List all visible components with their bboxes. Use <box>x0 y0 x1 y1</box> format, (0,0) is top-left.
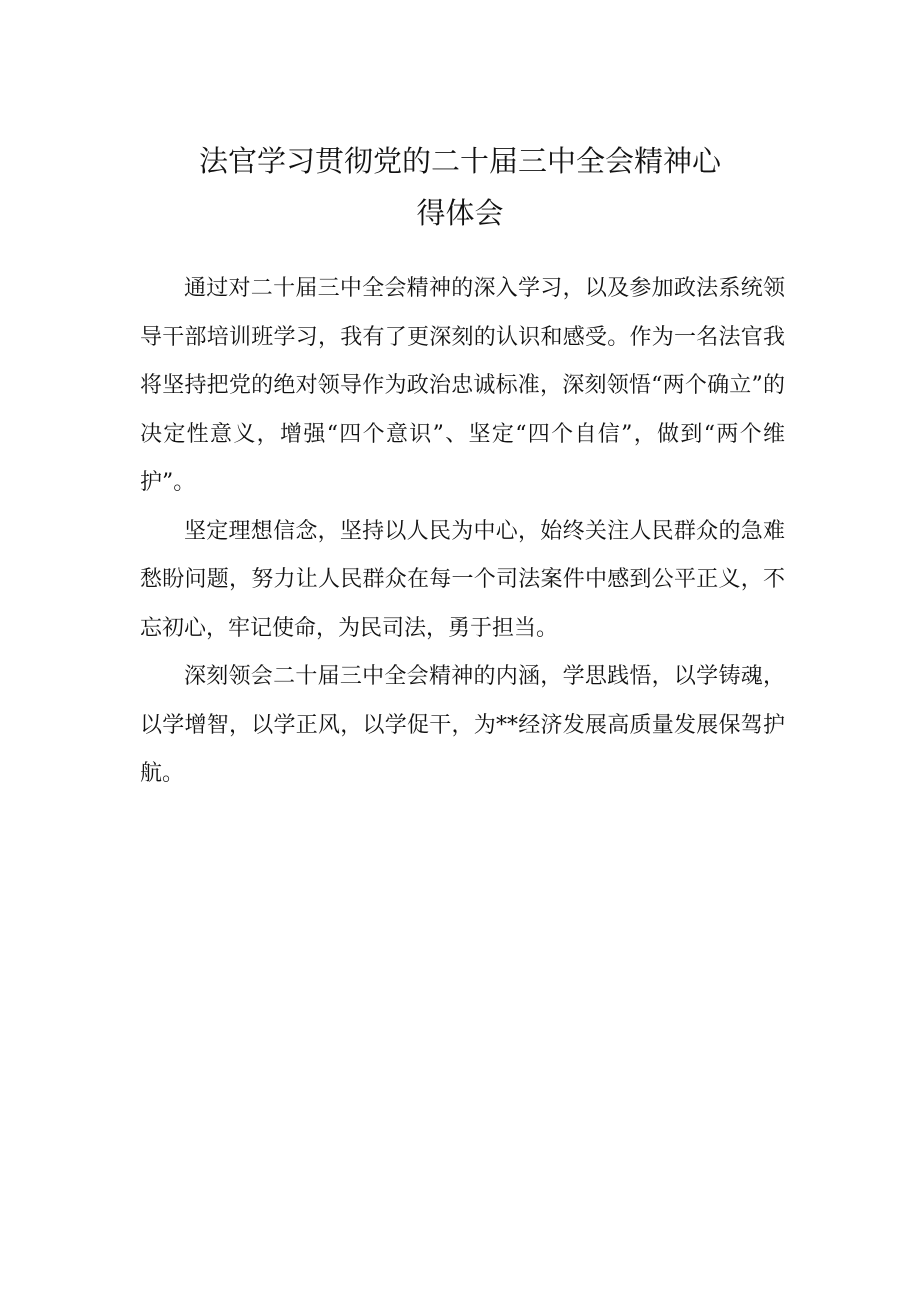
document-body <box>140 265 785 799</box>
paragraph-2: 坚定理想信念，坚持以人民为中心，始终关注人民群众的急难愁盼问题，努力让人民群众在每一个司法案件中感到公平正义，不忘初心，牢记使命，为民司法，勇于担当。 <box>140 518 785 641</box>
paragraph-1: 通过对二十届三中全会精神的深入学习，以及参加政法系统领导干部培训班学习，我有了更深刻的认识和感受。作为一名法官我将坚持把党的绝对领导作为政治忠诚标准，深刻领悟“两个确立”的决定性意义，增强“四个意识”、坚定“四个自信”，做到“两个维护”。 <box>140 276 785 495</box>
title-line-2: 得体会 <box>416 196 504 230</box>
document-title <box>150 135 770 239</box>
paragraph-3: 深刻领会二十届三中全会精神的内涵，学思践悟，以学铸魂，以学增智，以学正风，以学促干，为**经济发展高质量发展保驾护航。 <box>140 664 785 786</box>
title-line-1: 法官学习贯彻党的二十届三中全会精神心 <box>198 144 721 178</box>
